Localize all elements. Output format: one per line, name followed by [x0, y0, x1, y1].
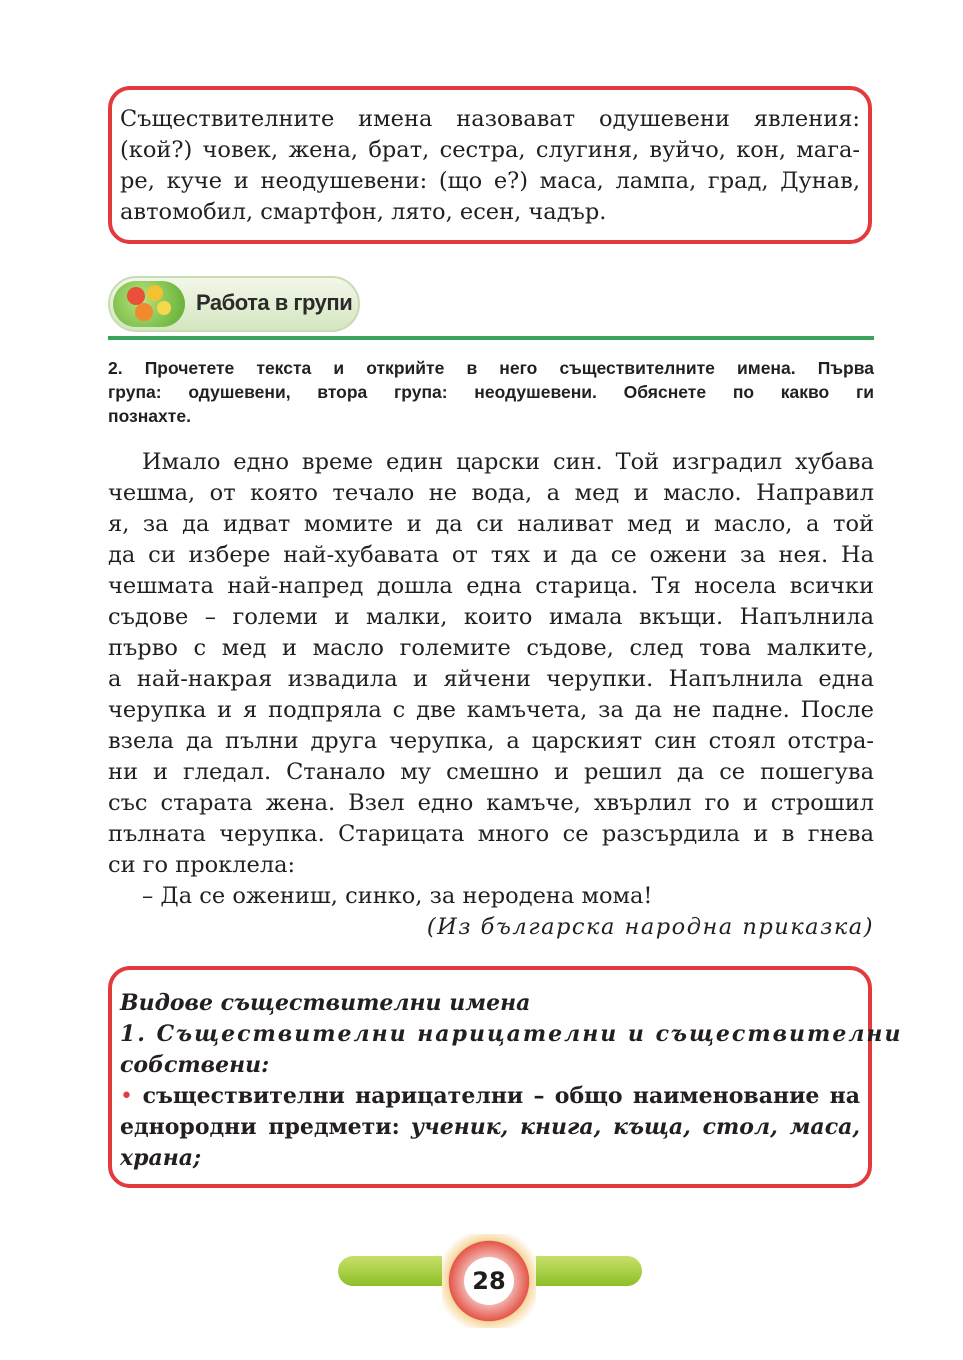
story-line: чешмата най-напред дошла една старица. Тя носела всички	[108, 573, 874, 599]
definition-line: автомобил, смартфон, лято, есен, чадър.	[120, 199, 607, 225]
story-line: я, за да идват момите и да си наливат мед и масло, а той	[108, 511, 874, 537]
story-line: да си избере най-хубавата от тях и да се ожени за нея. На	[108, 542, 874, 568]
fruit-icon	[113, 281, 185, 327]
story-line: пълната черупка. Старицата много се разсърдила и в гнева	[108, 821, 874, 847]
story-line: взела да пълни друга черупка, а царският син стоял отстра-	[108, 728, 874, 754]
story-dialog: – Да се ожениш, синко, за неродена мома!	[142, 883, 653, 909]
rule-definition-text: еднородни предмети:	[120, 1114, 400, 1140]
rule-box	[108, 966, 903, 1188]
page-number: 28	[464, 1257, 514, 1305]
story-text	[108, 447, 874, 943]
rule-definition-line	[120, 1112, 860, 1143]
rule-definition-line	[120, 1081, 860, 1112]
rule-examples: ученик, книга, къща, стол, маса,	[410, 1114, 861, 1140]
group-work-label: Работа в групи	[196, 290, 353, 315]
definition-line: (кой?) човек, жена, брат, сестра, слугиня, вуйчо, кон, мага-	[120, 137, 860, 163]
story-line: първо с мед и масло големите съдове, след това малките,	[108, 635, 874, 661]
rule-definition-text: съществителни нарицателни – общо наименование на	[142, 1083, 861, 1109]
task-line: група: одушевени, втора група: неодушевени. Обяснете по какво ги	[108, 382, 874, 402]
bullet-icon: •	[120, 1084, 133, 1109]
rule-heading: Видове съществителни имена	[120, 990, 531, 1016]
story-line: черупка и я подпряла с две камъчета, за да не падне. После	[108, 697, 874, 723]
task-line: 2. Прочетете текста и открийте в него съществителните имена. Първа	[108, 358, 874, 378]
rule-point-cont: собствени:	[120, 1052, 270, 1078]
story-line: си го проклела:	[108, 852, 296, 878]
story-line: Имало едно време един царски син. Той изградил хубава	[142, 449, 874, 475]
story-line: чешма, от която течало не вода, а мед и масло. Направил	[108, 480, 874, 506]
rule-point: 1. Съществителни нарицателни и съществителни	[120, 1021, 903, 1047]
definition-line: Съществителните имена назовават одушевени явления:	[120, 106, 860, 132]
task-instructions	[108, 356, 874, 428]
task-line: познахте.	[108, 406, 191, 426]
group-work-tag	[108, 276, 360, 332]
rule-examples-cont: храна;	[120, 1145, 202, 1171]
story-line: ни и гледал. Станало му смешно и решил да се пошегува	[108, 759, 874, 785]
definition-box	[108, 86, 872, 244]
story-line: а най-накрая извадила и яйчени черупки. Напълнила една	[108, 666, 874, 692]
section-divider	[108, 336, 874, 340]
story-line: съдове – големи и малки, които имала вкъщи. Напълнила	[108, 604, 874, 630]
story-line: със старата жена. Взел едно камъче, хвърлил го и строшил	[108, 790, 874, 816]
story-source: (Из българска народна приказка)	[426, 914, 874, 940]
definition-line: ре, куче и неодушевени: (що е?) маса, лампа, град, Дунав,	[120, 168, 860, 194]
